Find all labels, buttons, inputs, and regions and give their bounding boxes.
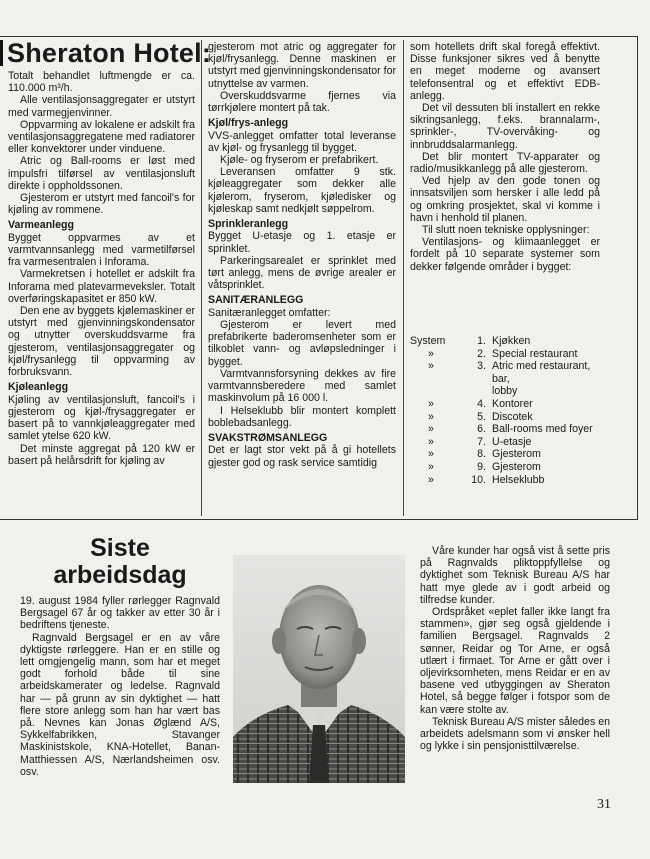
- paragraph: Bygget oppvarmes av et varmtvannsanlegg med varmetilførsel fra varmesentralen i Inforama.: [8, 231, 195, 269]
- system-row: » 6. Ball-rooms med foyer: [428, 423, 593, 436]
- portrait-photo: [233, 555, 405, 783]
- section-heading: Sprinkleranlegg: [208, 218, 289, 231]
- system-row: » 4. Kontorer: [428, 397, 533, 410]
- paragraph: Ordspråket «eplet faller ikke langt fra stammen», gjør seg også gjeldende i familien Bergsagel. Ragnvalds 2 sønner, Reidar og Tor Arne, er også utlært i firmaet. Tor Arne er gått over i oljevirksomheten, mens Reidar er en av basene ved utbyggingen av Sheraton Hotel, så begge følger i fotspor som de kan være stolte av.: [420, 606, 610, 716]
- paragraph: VVS-anlegget omfatter total leveranse av kjøl- og frysanlegg til bygget.: [208, 129, 396, 154]
- paragraph: Våre kunder har også vist å sette pris på Ragnvalds pliktoppfyllelse og dyktighet som Teknisk Bureau A/S har hatt mye glede av i godt arbeid og tilfredse kunder.: [420, 545, 610, 606]
- column-divider: [403, 40, 404, 516]
- siste-column-1: [20, 595, 220, 778]
- sheraton-column-1: [8, 70, 195, 467]
- column-divider: [201, 40, 202, 516]
- paragraph: Alle ventilasjonsaggregater er utstyrt med varmegjenvinner.: [8, 94, 195, 119]
- paragraph: Til slutt noen tekniske opplysninger:: [422, 224, 590, 237]
- paragraph: Teknisk Bureau A/S mister således en arbeidets adelsmann som vi ønsker hell og lykke i sin pensjonisttilværelse.: [420, 715, 610, 753]
- paragraph: Kjøling av ventilasjonsluft, fancoil's i gjesterom og kjøl-/frysaggregater er basert på to vannkjøleaggregater med samlet ytelse 620 kW.: [8, 393, 195, 443]
- sheraton-title: Sheraton Hotel:: [0, 38, 211, 68]
- section-heading: Kjøl/frys-anlegg: [208, 117, 289, 130]
- paragraph: Det er lagt stor vekt på å gi hotellets gjester god og rask service samtidig: [208, 444, 396, 469]
- system-row: System 1. Kjøkken: [410, 335, 531, 347]
- system-table: [410, 335, 610, 486]
- paragraph: Sanitæranlegget omfatter:: [208, 306, 331, 319]
- paragraph: Atric og Ball-rooms er løst med impulsfri tilførsel av ventilasjonsluft direkte i oppholdssonen.: [8, 155, 195, 192]
- paragraph: Kjøle- og fryserom er prefabrikert.: [220, 154, 379, 167]
- section-heading: Varmeanlegg: [8, 219, 74, 232]
- paragraph: I Helseklubb blir montert komplett boblebadsanlegg.: [208, 404, 396, 429]
- paragraph: Parkeringsarealet er sprinklet med tørt anlegg, mens de øvrige arealer er våtsprinklet.: [208, 254, 396, 292]
- paragraph: Bygget U-etasje og 1. etasje er sprinklet.: [208, 230, 396, 255]
- paragraph: Ragnvald Bergsagel er en av våre dyktigste rørleggere. Han er en stille og lett omgjengelig mann, som har et meget godt forhold både til sine arbeidskamerater og ledelse. Ragnvald har — på grunn av sin dyktighet — hatt flere store anlegg som han har vært bas på. Nevnes kan Jonas Øglænd A/S, Sykkelfabrikken, Stavanger Maskinistskole, KNA-Hotellet, Banan-Matthiessen A/S, Nærlandsheimen osv. osv.: [20, 631, 220, 778]
- section-heading: Kjøleanlegg: [8, 381, 69, 394]
- paragraph: Ved hjelp av den gode tonen og innsatsviljen som hersker i alle ledd på og omkring prosjektet, skal vi komme i havn i henhold til planen.: [410, 175, 600, 224]
- siste-column-2: [420, 545, 610, 752]
- page-number: 31: [597, 797, 611, 812]
- sheraton-column-3: [410, 41, 600, 273]
- paragraph: Totalt behandlet luftmengde er ca. 110.000 m³/h.: [8, 70, 195, 95]
- system-row: » 10. Helseklubb: [428, 473, 545, 486]
- paragraph: Leveransen omfatter 9 stk. kjøleaggregater som dekker alle kjølerom, fryserom, kjøledisker og kjøleskap samt nedkjølt søppelrom.: [208, 166, 396, 215]
- system-row: » 2. Special restaurant: [428, 347, 578, 360]
- paragraph: Gjesterom er levert med prefabrikerte baderomsenheter som er tilkoblet vann- og avløpsledninger i bygget.: [208, 319, 396, 368]
- paragraph: Den ene av byggets kjølemaskiner er utstyrt med gjenvinningskondensator og utnytter overskuddsvarme fra gjesterom, ventilasjonsaggregater og kjøl/frysanlegg til oppvarming av forbruksvann.: [8, 305, 195, 379]
- paragraph: Gjesterom er utstyrt med fancoil's for kjøling av rommene.: [8, 192, 195, 217]
- paragraph: som hotellets drift skal foregå effektivt. Disse funksjoner sikres ved å benytte en meget moderne og avansert telefonsentral og et effektivt EDB-anlegg.: [410, 41, 600, 102]
- system-row: » 7. U-etasje: [428, 435, 532, 448]
- paragraph: Ventilasjons- og klimaanlegget er fordelt på 10 separate systemer som dekker følgende områder i bygget:: [410, 236, 600, 273]
- system-row: » 9. Gjesterom: [428, 460, 541, 473]
- paragraph: Det minste aggregat på 120 kW er basert på helårsdrift for kjøling av: [8, 442, 195, 467]
- paragraph: Overskuddsvarme fjernes via tørrkjølere montert på tak.: [208, 89, 396, 115]
- paragraph: 19. august 1984 fyller rørlegger Ragnvald Bergsagel 67 år og takker av etter 30 år i bedriftens tjeneste.: [20, 595, 220, 632]
- system-row: » 5. Discotek: [428, 410, 533, 423]
- system-row: lobby: [492, 385, 518, 398]
- paragraph: Det blir montert TV-apparater og radio/musikkanlegg på alle gjesterom.: [410, 150, 600, 176]
- sheraton-column-2: [208, 41, 396, 469]
- paragraph: Varmekretsen i hotellet er adskilt fra Inforama med platevarmeveksler. Totalt overføringskapasitet er 850 kW.: [8, 268, 195, 305]
- system-row: » 3. Atric med restaurant, bar,: [428, 360, 591, 385]
- system-row: » 8. Gjesterom: [428, 448, 541, 461]
- paragraph: Det vil dessuten bli installert en rekke sikringsanlegg, f.eks. brannalarm-, sprinkler-, TV-overvåking- og innbruddsalarmanlegg.: [410, 102, 600, 151]
- siste-arbeidsdag-title: Siste arbeidsdag: [53, 534, 187, 589]
- paragraph: Varmtvannsforsyning dekkes av fire varmtvannsberedere med samlet maskinvolum på 16 000 l.: [208, 367, 396, 405]
- section-heading: SVAKSTRØMSANLEGG: [208, 431, 328, 444]
- paragraph: Oppvarming av lokalene er adskilt fra ventilasjonsaggregatene med radiatorer eller konvektorer under vinduene.: [8, 118, 195, 156]
- section-heading: SANITÆRANLEGG: [208, 294, 304, 307]
- paragraph: gjesterom mot atric og aggregater for kjøl/frysanlegg. Denne maskinen er utstyrt med gjenvinningskondensator for utnyttelse av varmen.: [208, 41, 396, 90]
